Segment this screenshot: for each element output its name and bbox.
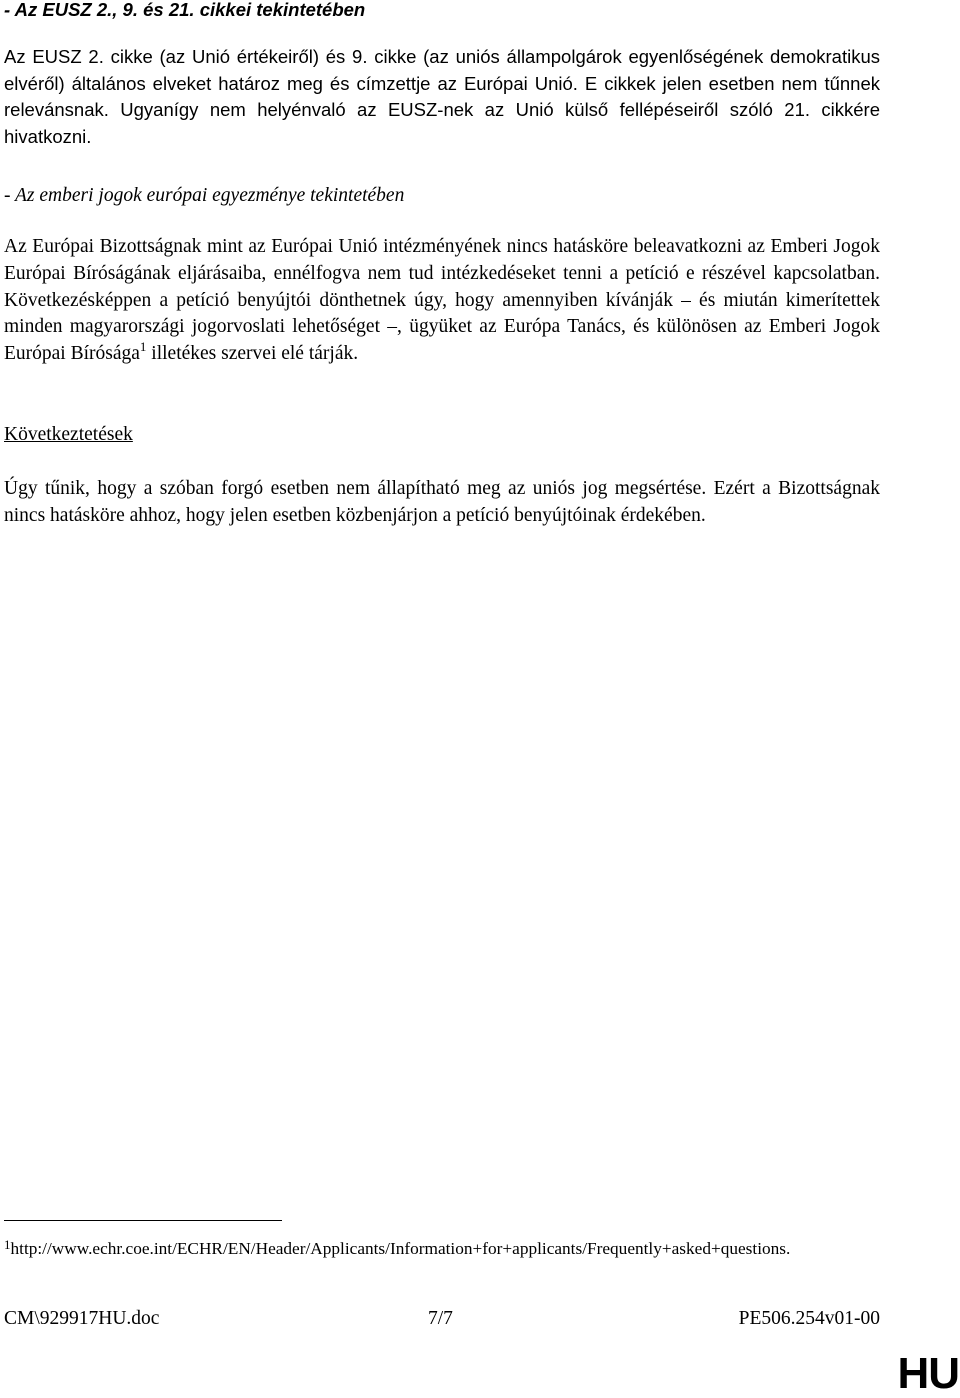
section-heading-eusz: - Az EUSZ 2., 9. és 21. cikkei tekintetében <box>4 0 366 20</box>
paragraph-echr-text-end: illetékes szervei elé tárják. <box>146 343 359 365</box>
footer-pe-ref: PE506.254v01-00 <box>738 1308 880 1329</box>
footnote-reference[interactable]: 1 <box>139 339 147 355</box>
footnote-separator <box>4 1220 282 1221</box>
footer-doc-ref: CM\929917HU.doc <box>4 1308 160 1329</box>
footnote-number: 1 <box>4 1237 11 1252</box>
paragraph-conclusions: Úgy tűnik, hogy a szóban forgó esetben nem állapítható meg az uniós jog megsértése. Ezért a Bizottságnak nincs hatásköre ahhoz, hogy jelen esetben közbenjárjon a petíció benyújtóinak érdekében. <box>4 478 880 526</box>
paragraph-eusz: Az EUSZ 2. cikke (az Unió értékeiről) és 9. cikke (az uniós állampolgárok egyenlőségének demokratikus elvéről) általános elveket határoz meg és címzettje az Európai Unió. E cikkek jelen esetben nem tűnnek relevánsnak. Ugyanígy nem helyénvaló az EUSZ-nek az Unió külső fellépéseiről szóló 21. cikkére hivatkozni. <box>4 46 880 147</box>
paragraph-echr-text: Az Európai Bizottságnak mint az Európai Unió intézményének nincs hatásköre beleavatkozni az Emberi Jogok Európai Bíróságának eljárásaiba, ennélfogva nem tud intézkedéseket tenni a petíció e részével kapcsolatban. Következésképpen a petíció benyújtói dönthetnek úgy, hogy amennyiben kívánják – és miután kimerítettek minden magyarországi jogorvoslati lehetőséget –, ügyüket az Európa Tanács, és különösen az Emberi Jogok Európai Bírósága <box>4 236 880 365</box>
section-heading-echr: - Az emberi jogok európai egyezménye tekintetében <box>4 185 405 206</box>
footer-page-number: 7/7 <box>428 1308 453 1329</box>
footnote <box>4 1232 880 1262</box>
footnote-link[interactable]: http://www.echr.coe.int/ECHR/EN/Header/Applicants/Information+for+applicants/Frequently+asked+questions. <box>10 1239 791 1258</box>
paragraph-echr <box>4 234 880 368</box>
section-heading-conclusions: Következtetések <box>4 424 133 445</box>
language-code: HU <box>897 1349 959 1398</box>
page-footer <box>4 1305 880 1333</box>
